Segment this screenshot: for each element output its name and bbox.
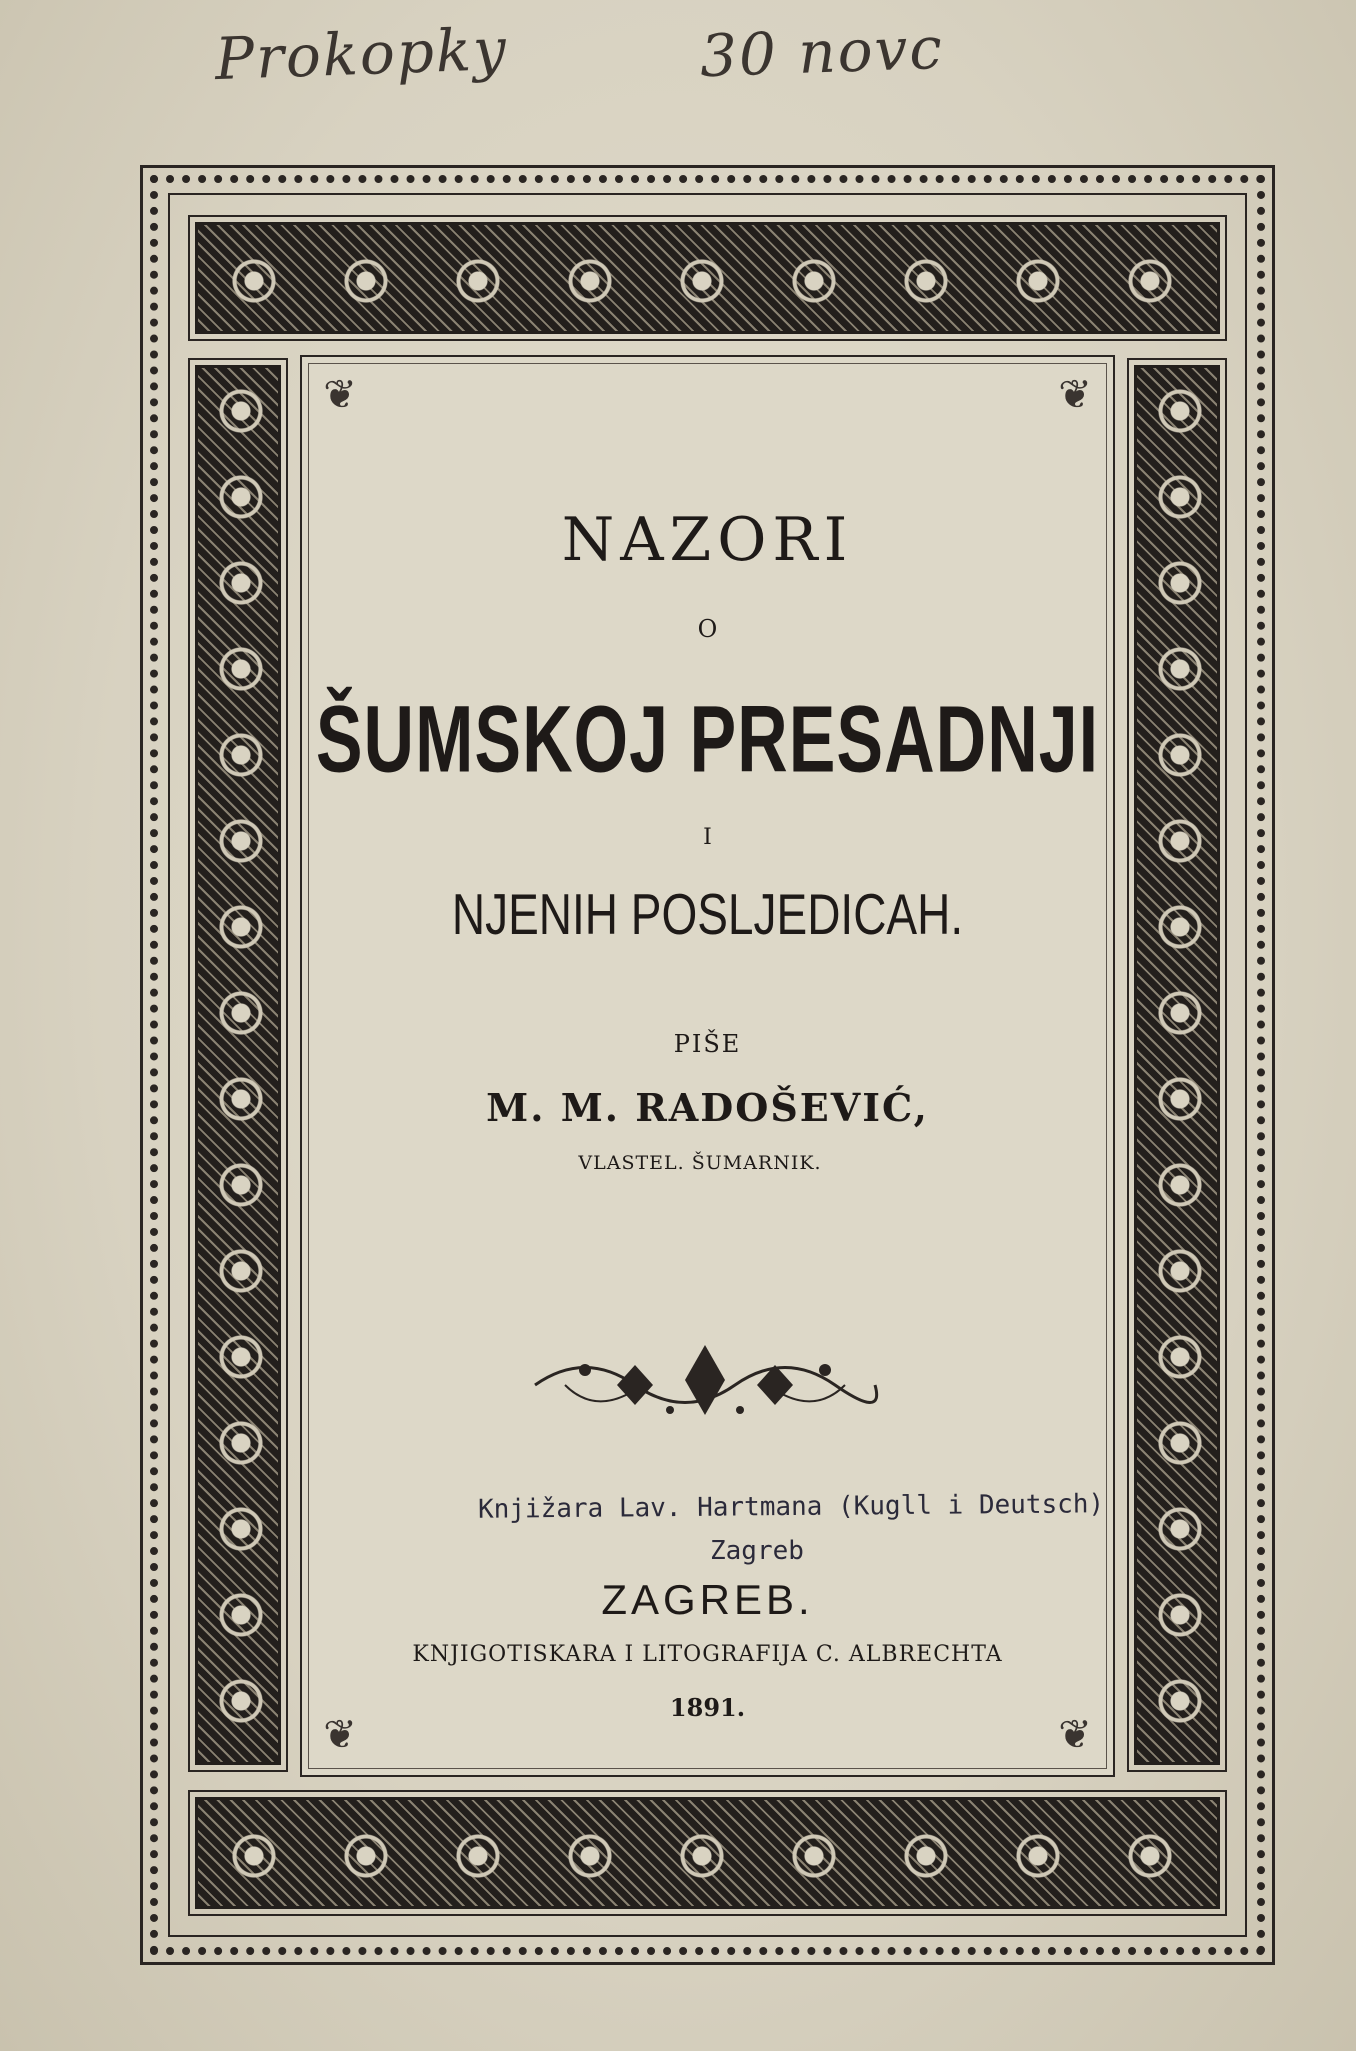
ornamental-band-left [195, 365, 281, 1765]
bookseller-stamp-line-2: Zagreb [710, 1536, 804, 1566]
corner-ornament-icon: ❦ [1058, 1712, 1092, 1758]
title-connector-2: I [703, 825, 712, 850]
handwritten-note-left: Prokopky [213, 14, 509, 94]
corner-ornament-icon: ❦ [323, 1712, 357, 1758]
title-line-3: NJENIH POSLJEDICAH. [451, 881, 964, 947]
handwritten-note-right: 30 novc [698, 13, 945, 91]
imprint-printer: KNJIGOTISKARA I LITOGRAFIJA C. ALBRECHTA [412, 1642, 1003, 1667]
title-line-2: ŠUMSKOJ PRESADNJI [315, 686, 1100, 792]
bookseller-stamp-line-1: Knjižara Lav. Hartmana (Kugll i Deutsch) [477, 1489, 1105, 1525]
ornamental-band-bottom [195, 1797, 1220, 1909]
imprint-city: ZAGREB. [601, 1576, 814, 1623]
author-role: VLASTEL. ŠUMARNIK. [578, 1152, 822, 1174]
ornamental-band-top [195, 222, 1220, 334]
imprint-year: 1891. [669, 1693, 746, 1722]
ornamental-band-right [1134, 365, 1220, 1765]
byline-label: PIŠE [673, 1030, 742, 1058]
corner-ornament-icon: ❦ [323, 372, 357, 418]
author-name: M. M. RADOŠEVIĆ, [486, 1085, 929, 1130]
title-connector-1: O [697, 615, 718, 643]
floral-vignette-icon [525, 1330, 885, 1430]
title-line-1: NAZORI [561, 505, 854, 575]
corner-ornament-icon: ❦ [1058, 372, 1092, 418]
